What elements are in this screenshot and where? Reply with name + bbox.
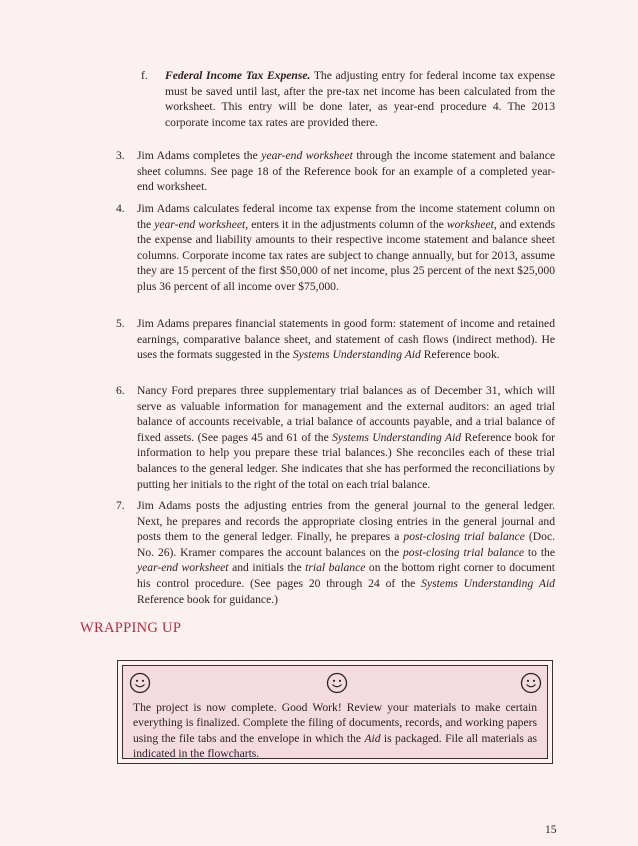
text-run: and initials the [228,561,306,575]
text-run: post-closing trial balance [403,530,525,544]
completion-message [133,700,537,762]
text-run: worksheet [446,217,494,231]
text-run: year-end worksheet [154,217,246,231]
text-run: year-end worksheet [137,561,229,575]
text-run: year-end worksheet [261,149,353,162]
text-run: (Doc. No. 26). Kramer compares the account balances on the [137,530,555,559]
item-marker: 4. [116,202,125,215]
item-marker: 7. [116,499,125,512]
text-run: Federal Income Tax Expense. [165,69,311,82]
text-run: is packaged. File all materials as indicated in the flowcharts. [133,731,537,761]
item-marker: 5. [116,317,125,330]
text-run: , and extends the expense and liability amounts to their respective income statement and balance sheet columns. Corporate income tax rates are subject to change annually, but for 2013, assume they are 15 percent of the first $50,000 of net income, plus 25 percent of the next $25,000 plus 36 percent of all income over $75,000. [137,217,556,293]
text-run: Aid [364,731,381,745]
text-run: Systems Understanding Aid [332,430,462,444]
smiley-face-icon [129,672,151,694]
text-run: Jim Adams calculates federal income tax expense from the income statement column on the [137,202,555,231]
text-run: to the [524,545,555,559]
text-run: Reference book for guidance.) [137,592,278,606]
text-run: Jim Adams completes the [137,149,262,162]
text-run: Systems Understanding Aid [421,576,555,590]
list-item [137,148,555,195]
text-run: Nancy Ford prepares three supplementary trial balances as of December 31, which will serve as valuable information for management and the external auditors: an aged trial balance of accounts receivable, a trial balance of accounts payable, and a trial balance of fixed assets. (See pages 45 and 61 of the [137,384,555,444]
text-run: on the bottom right corner to document his control procedure. (See pages 20 through 24 of the [137,561,555,590]
text-run: through the income statement and balance sheet columns. See page 18 of the Reference book for an example of a completed year-end worksheet. [137,149,555,194]
list-item [137,316,555,363]
smiley-face-icon [326,672,348,694]
item-marker: f. [141,69,148,82]
text-run: Systems Understanding Aid [292,348,421,362]
text-run: , enters it in the adjustments column of the [245,217,447,231]
section-heading: WRAPPING UP [80,620,182,636]
text-run: The adjusting entry for federal income tax expense must be saved until last, after the pre-tax net income has been calculated from the worksheet. This entry will be done later, as year-end procedure 4. The 2013 corporate income tax rates are provided there. [165,69,555,129]
page-number: 15 [545,823,557,836]
list-item [137,383,555,492]
list-item [137,498,555,607]
list-item [137,201,555,295]
text-run: Reference book. [420,348,500,362]
text-run: Jim Adams posts the adjusting entries from the general journal to the general ledger. Next, he prepares and records the appropriate closing entries in the general journal and posts them to the general ledger. Finally, he prepares a [137,499,555,544]
text-run: Reference book for information to help you prepare these trial balances.) She reconciles each of these trial balances to the general ledger. She indicates that she has performed the reconciliations by putting her initials to the right of the total on each trial balance. [137,430,555,491]
text-run: Jim Adams prepares financial statements in good form: statement of income and retained earnings, comparative balance sheet, and statement of cash flows (indirect method). He uses the formats suggested in the [137,317,555,362]
list-item [165,68,555,130]
text-run: post-closing trial balance [402,545,525,559]
smiley-face-icon [520,672,542,694]
item-marker: 6. [116,384,125,397]
text-run: The project is now complete. Good Work! Review your materials to make certain everything is finalized. Complete the filing of documents, records, and working papers using the file tabs and the envelope in which the [133,701,537,745]
item-marker: 3. [116,149,125,162]
completion-box-panel [122,665,548,759]
text-run: trial balance [305,561,366,575]
completion-box [117,660,553,764]
